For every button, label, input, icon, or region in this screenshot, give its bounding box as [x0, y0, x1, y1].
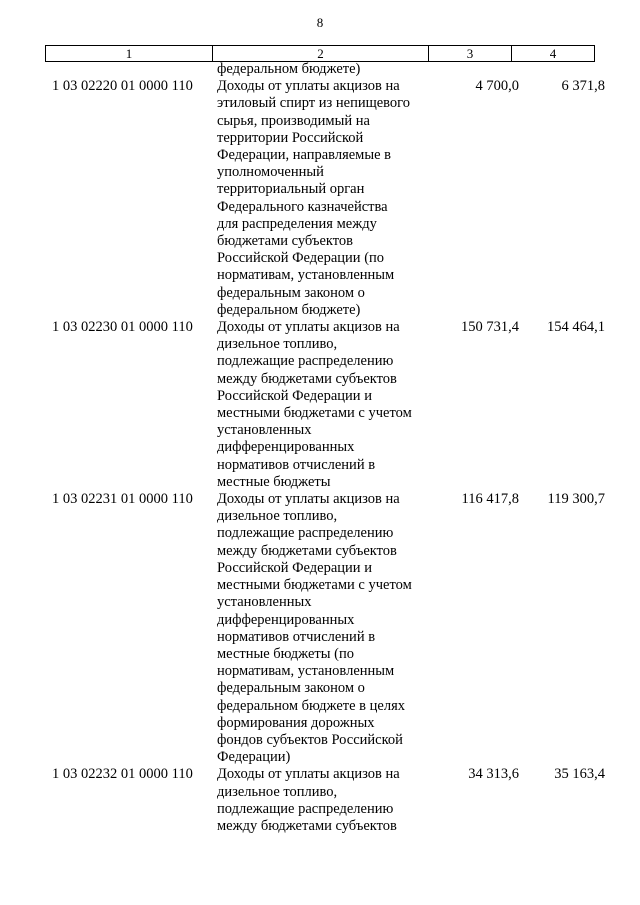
value-column-3: 116 417,8: [461, 491, 519, 508]
revenue-code: 1 03 02231 01 0000 110: [52, 491, 193, 508]
revenue-name: Доходы от уплаты акцизов на дизельное топливо, подлежащие распределению между бюджетами субъектов Российской Федерации и местными бюджетами с учетом установленных дифференцированных нормативов отчислений в местные бюджеты: [217, 319, 412, 490]
value-column-4: 154 464,1: [547, 319, 605, 336]
table-body: [45, 61, 605, 835]
table-row: [45, 766, 605, 835]
column-header-3: 3: [428, 46, 511, 61]
revenue-name: Доходы от уплаты акцизов на дизельное топливо, подлежащие распределению между бюджетами субъектов Российской Федерации и местными бюджетами с учетом установленных дифференцированных нормативов отчислений в местные бюджеты (по нормативам, установленным федеральным законом о федеральном бюджете в целях формирования дорожных фондов субъектов Российской Федерации): [217, 491, 412, 766]
column-header-2: 2: [212, 46, 428, 61]
revenue-name: Доходы от уплаты акцизов на этиловый спирт из непищевого сырья, производимый на территории Российской Федерации, направляемые в уполномоченный территориальный орган Федерального казначейства для распределения между бюджетами субъектов Российской Федерации (по нормативам, установленным федеральным законом о федеральном бюджете): [217, 78, 411, 318]
revenue-code: 1 03 02232 01 0000 110: [52, 766, 193, 783]
continuation-text: федеральном бюджете): [217, 61, 361, 77]
value-column-4: 6 371,8: [561, 78, 605, 95]
table-row: [45, 491, 605, 766]
revenue-code: 1 03 02230 01 0000 110: [52, 319, 193, 336]
value-column-4: 35 163,4: [554, 766, 605, 783]
continuation-row: [45, 61, 605, 78]
revenue-name: Доходы от уплаты акцизов на дизельное топливо, подлежащие распределению между бюджетами субъектов: [217, 766, 400, 834]
page-number: 8: [316, 15, 324, 30]
column-header-4: 4: [511, 46, 594, 61]
table-row: [45, 319, 605, 491]
table-header: [45, 45, 595, 62]
value-column-4: 119 300,7: [547, 491, 605, 508]
value-column-3: 150 731,4: [461, 319, 519, 336]
value-column-3: 34 313,6: [468, 766, 519, 783]
table-row: [45, 78, 605, 319]
value-column-3: 4 700,0: [475, 78, 519, 95]
revenue-code: 1 03 02220 01 0000 110: [52, 78, 193, 95]
column-header-1: 1: [125, 46, 133, 61]
